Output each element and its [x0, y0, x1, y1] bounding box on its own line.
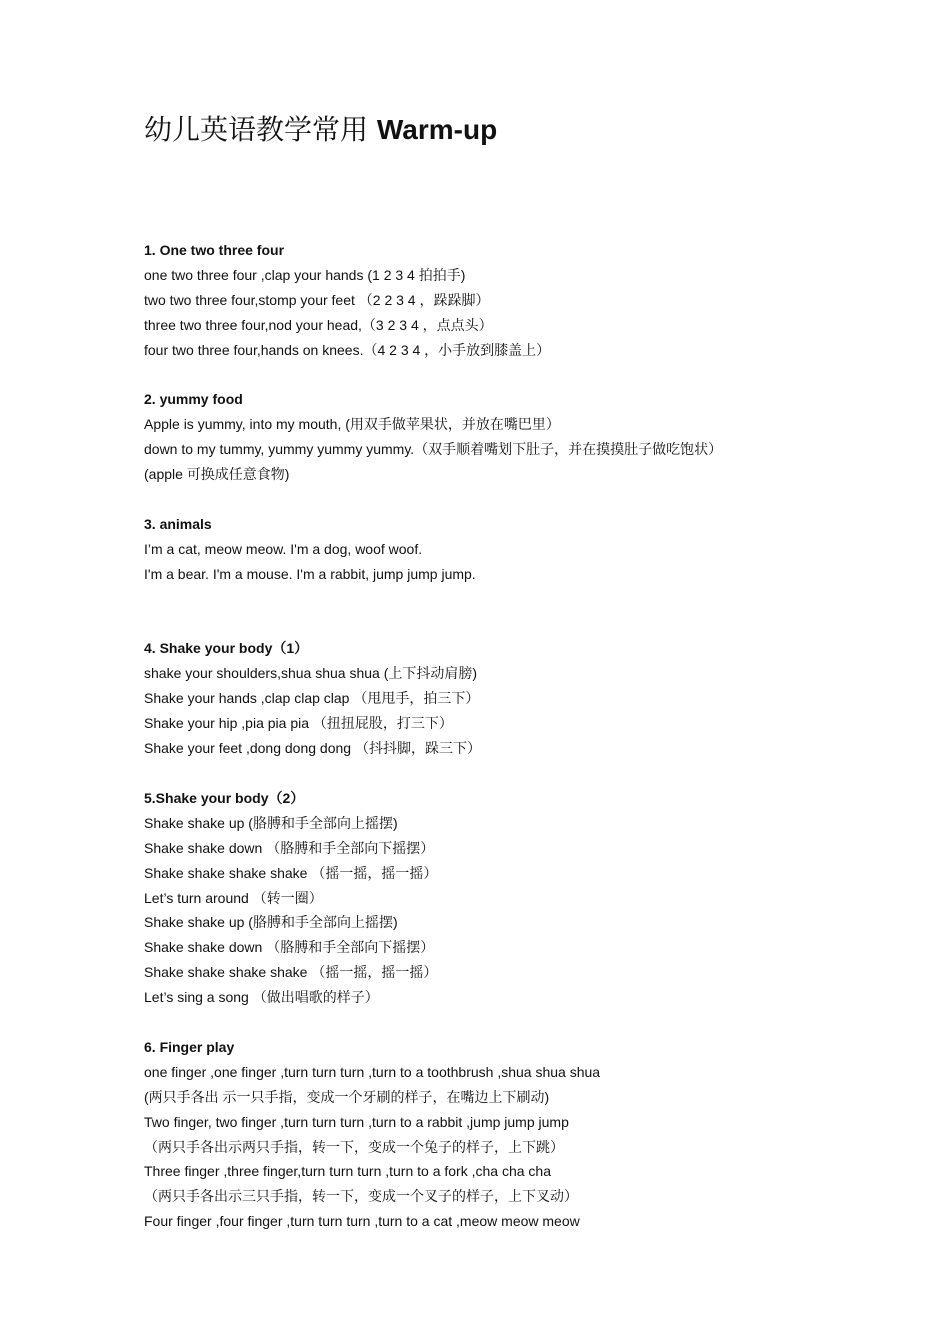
section-line: Four finger ,four finger ,turn turn turn ,turn to a cat ,meow meow meow	[144, 1213, 580, 1230]
section-line: Let’s sing a song （做出唱歌的样子）	[144, 989, 379, 1006]
section-line: （两只手各出示三只手指，转一下，变成一个叉子的样子，上下叉动）	[144, 1188, 578, 1205]
section-line: two two three four,stomp your feet （2 2 3 4 ，跺跺脚）	[144, 291, 490, 308]
section-line: shake your shoulders,shua shua shua (上下抖动肩膀)	[144, 665, 478, 682]
section-line: one two three four ,clap your hands (1 2 3 4 拍拍手)	[144, 266, 466, 283]
section-finger-play	[144, 1035, 924, 1234]
document-title	[144, 112, 924, 148]
section-line: Let’s turn around （转一圈）	[144, 889, 323, 906]
section-line: down to my tummy, yummy yummy yummy.（双手顺着嘴划下肚子，并在摸摸肚子做吃饱状）	[144, 441, 723, 458]
section-line: Shake shake up (胳膊和手全部向上摇摆)	[144, 814, 398, 831]
section-one-two-three-four	[144, 238, 924, 363]
section-line: I'm a bear. I'm a mouse. I'm a rabbit, jump jump jump.	[144, 565, 476, 582]
title-english: Warm-up	[376, 114, 498, 145]
section-line: one finger ,one finger ,turn turn turn ,turn to a toothbrush ,shua shua shua	[144, 1063, 601, 1080]
section-shake-your-body-2	[144, 786, 924, 1010]
section-line: Shake your feet ,dong dong dong （抖抖脚，跺三下）	[144, 740, 481, 757]
section-line: Two finger, two finger ,turn turn turn ,turn to a rabbit ,jump jump jump	[144, 1113, 569, 1130]
section-line: four two three four,hands on knees.（4 2 3 4 ，小手放到膝盖上）	[144, 341, 551, 358]
section-line: Shake shake shake shake （摇一摇，摇一摇）	[144, 964, 438, 981]
section-line: Three finger ,three finger,turn turn turn ,turn to a fork ,cha cha cha	[144, 1163, 551, 1180]
section-heading: 6. Finger play	[144, 1038, 235, 1055]
section-line: Shake your hands ,clap clap clap （甩甩手，拍三下）	[144, 690, 480, 707]
section-heading: 5.Shake your body（2）	[144, 789, 305, 806]
section-line: I’m a cat, meow meow. I'm a dog, woof woof.	[144, 540, 423, 557]
document-page	[144, 112, 924, 1230]
section-heading: 2. yummy food	[144, 391, 243, 408]
title-chinese: 幼儿英语教学常用	[144, 113, 369, 146]
section-shake-your-body-1	[144, 636, 924, 761]
section-line: Apple is yummy, into my mouth, (用双手做苹果状，并放在嘴巴里）	[144, 416, 560, 433]
section-line: (apple 可换成任意食物)	[144, 466, 290, 483]
section-heading: 1. One two three four	[144, 242, 285, 258]
section-heading: 3. animals	[144, 515, 212, 532]
section-line: Shake shake down （胳膊和手全部向下摇摆）	[144, 939, 435, 956]
section-line: three two three four,nod your head,（3 2 3 4 ，点点头）	[144, 316, 493, 333]
section-heading: 4. Shake your body（1）	[144, 640, 309, 657]
section-line: (两只手各出 示一只手指，变成一个牙刷的样子，在嘴边上下刷动)	[144, 1088, 550, 1105]
section-animals	[144, 512, 924, 587]
song-list	[144, 238, 924, 1259]
section-yummy-food	[144, 387, 924, 487]
section-line: Shake your hip ,pia pia pia （扭扭屁股，打三下）	[144, 715, 453, 732]
section-line: Shake shake up (胳膊和手全部向上摇摆)	[144, 914, 398, 931]
section-line: （两只手各出示两只手指，转一下，变成一个兔子的样子，上下跳）	[144, 1138, 564, 1155]
section-line: Shake shake down （胳膊和手全部向下摇摆）	[144, 839, 435, 856]
section-line: Shake shake shake shake （摇一摇，摇一摇）	[144, 864, 438, 881]
